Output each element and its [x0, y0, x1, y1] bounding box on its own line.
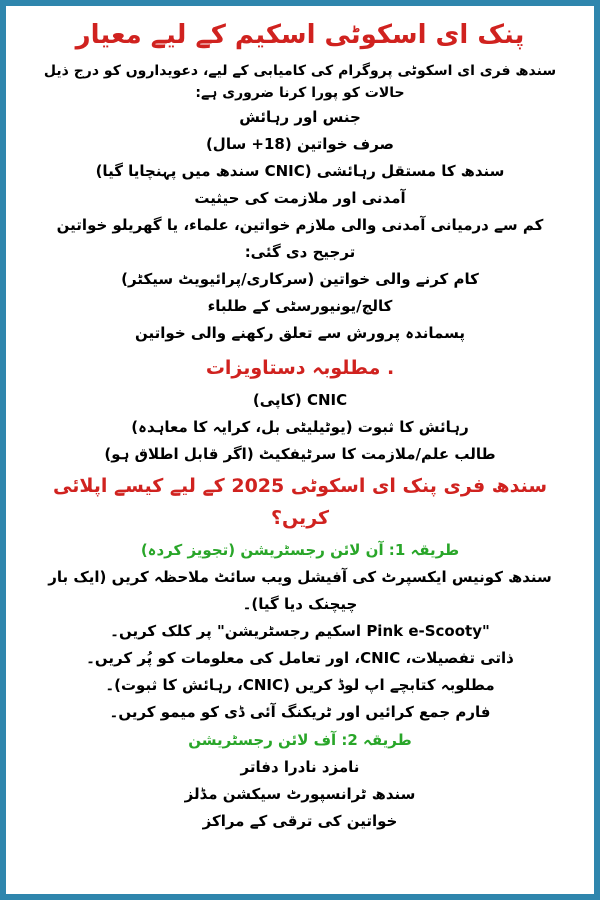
preference-heading: ترجیح دی گئی: — [244, 243, 356, 261]
document-content — [6, 6, 594, 835]
document-item: CNIC (کاپی) — [252, 391, 348, 409]
method1-step: فارم جمع کرائیں اور ٹریکنگ آئی ڈی کو میمو کریں۔ — [109, 703, 491, 721]
method1-title: طریقہ 1: آن لائن رجسٹریشن (تجویز کردہ) — [140, 541, 460, 559]
method2-step: خواتین کی ترقی کے مراکز — [202, 812, 398, 830]
eligibility-item: صرف خواتین (18+ سال) — [205, 135, 395, 153]
method1-step: سندھ کونیس ایکسپرٹ کی آفیشل ویب سائٹ ملاحظہ کریں (ایک بار چیچنک دیا گیا)۔ — [48, 568, 552, 613]
preference-item: کام کرنے والی خواتین (سرکاری/پرائیویٹ سیکٹر) — [121, 270, 479, 288]
intro-text: سندھ فری ای اسکوٹی پروگرام کی کامیابی کے لیے، دعویداروں کو درج ذیل حالات کو پورا کرنا ضروری ہے: — [43, 63, 557, 101]
method1-step: "Pink e-Scooty اسکیم رجسٹریشن" پر کلک کریں۔ — [110, 622, 490, 640]
preference-item: پسماندہ پرورش سے تعلق رکھنے والی خواتین — [135, 324, 465, 342]
eligibility-heading: جنس اور رہائش — [239, 108, 361, 126]
documents-heading: . مطلوبہ دستاویزات — [205, 357, 395, 379]
apply-heading: سندھ فری پنک ای اسکوٹی 2025 کے لیے کیسے اپلائی کریں؟ — [52, 475, 548, 529]
method2-step: نامزد نادرا دفاتر — [240, 758, 360, 776]
preference-item: کالج/یونیورسٹی کے طلباء — [207, 297, 393, 315]
document-item: طالب علم/ملازمت کا سرٹیفکیٹ (اگر قابل اطلاق ہو) — [104, 445, 496, 463]
document-item: رہائش کا ثبوت (یوٹیلیٹی بل، کرایہ کا معاہدہ) — [131, 418, 469, 436]
eligibility-item: سندھ کا مستقل رہائشی (CNIC سندھ میں پہنچایا گیا) — [95, 162, 505, 180]
eligibility-item: کم سے درمیانی آمدنی والی ملازم خواتین، علماء، یا گھریلو خواتین — [56, 216, 544, 234]
method2-title: طریقہ 2: آف لائن رجسٹریشن — [188, 731, 412, 749]
method1-step: ذاتی تفصیلات، CNIC، اور تعامل کی معلومات کو پُر کریں۔ — [86, 649, 514, 667]
page-title: پنک ای اسکوٹی اسکیم کے لیے معیار — [75, 20, 525, 50]
method1-step: مطلوبہ کتابچے اپ لوڈ کریں (CNIC، رہائش کا ثبوت)۔ — [105, 676, 495, 694]
method2-step: سندھ ٹرانسپورٹ سیکشن مڈلز — [184, 785, 416, 803]
eligibility-item: آمدنی اور ملازمت کی حیثیت — [194, 189, 406, 207]
